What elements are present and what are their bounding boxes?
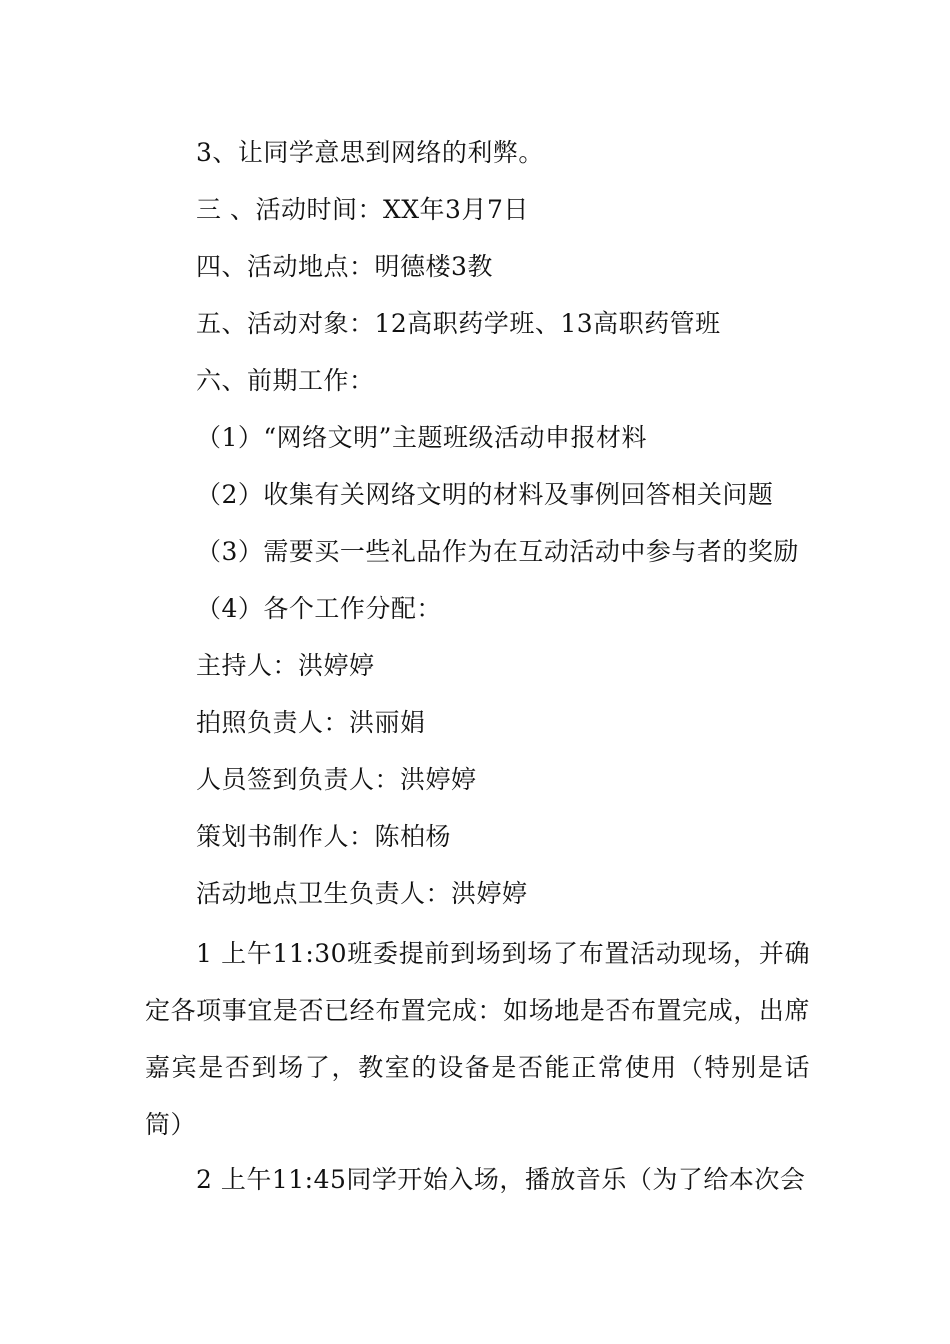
text-line: 人员签到负责人：洪婷婷 <box>196 765 477 794</box>
text-line: 三 、活动时间：XX年3月7日 <box>196 195 529 224</box>
text-line: 策划书制作人：陈柏杨 <box>196 822 452 851</box>
text-line: 活动地点卫生负责人：洪婷婷 <box>196 879 528 908</box>
text-line: 四、活动地点：明德楼3教 <box>196 252 493 281</box>
paragraph-schedule-2: 2 上午11:45同学开始入场，播放音乐（为了给本次会 <box>196 1165 806 1194</box>
text-line: （2）收集有关网络文明的材料及事例回答相关问题 <box>196 480 774 509</box>
text-line: （4）各个工作分配： <box>196 594 442 623</box>
text-line: （3）需要买一些礼品作为在互动活动中参与者的奖励 <box>196 537 799 566</box>
text-line: 五、活动对象：12高职药学班、13高职药管班 <box>196 309 721 338</box>
text-line: 拍照负责人：洪丽娟 <box>196 708 426 737</box>
text-line: 3、让同学意思到网络的利弊。 <box>196 138 544 167</box>
text-line: 六、前期工作： <box>196 366 375 395</box>
text-line: （1）“网络文明”主题班级活动申报材料 <box>196 423 647 452</box>
text-line: 主持人：洪婷婷 <box>196 651 375 680</box>
paragraph-schedule-1: 1 上午11:30班委提前到场到场了布置活动现场，并确定各项事宜是否已经布置完成：如场地是否布置完成，出席嘉宾是否到场了，教室的设备是否能正常使用（特别是话筒） <box>145 939 810 1139</box>
